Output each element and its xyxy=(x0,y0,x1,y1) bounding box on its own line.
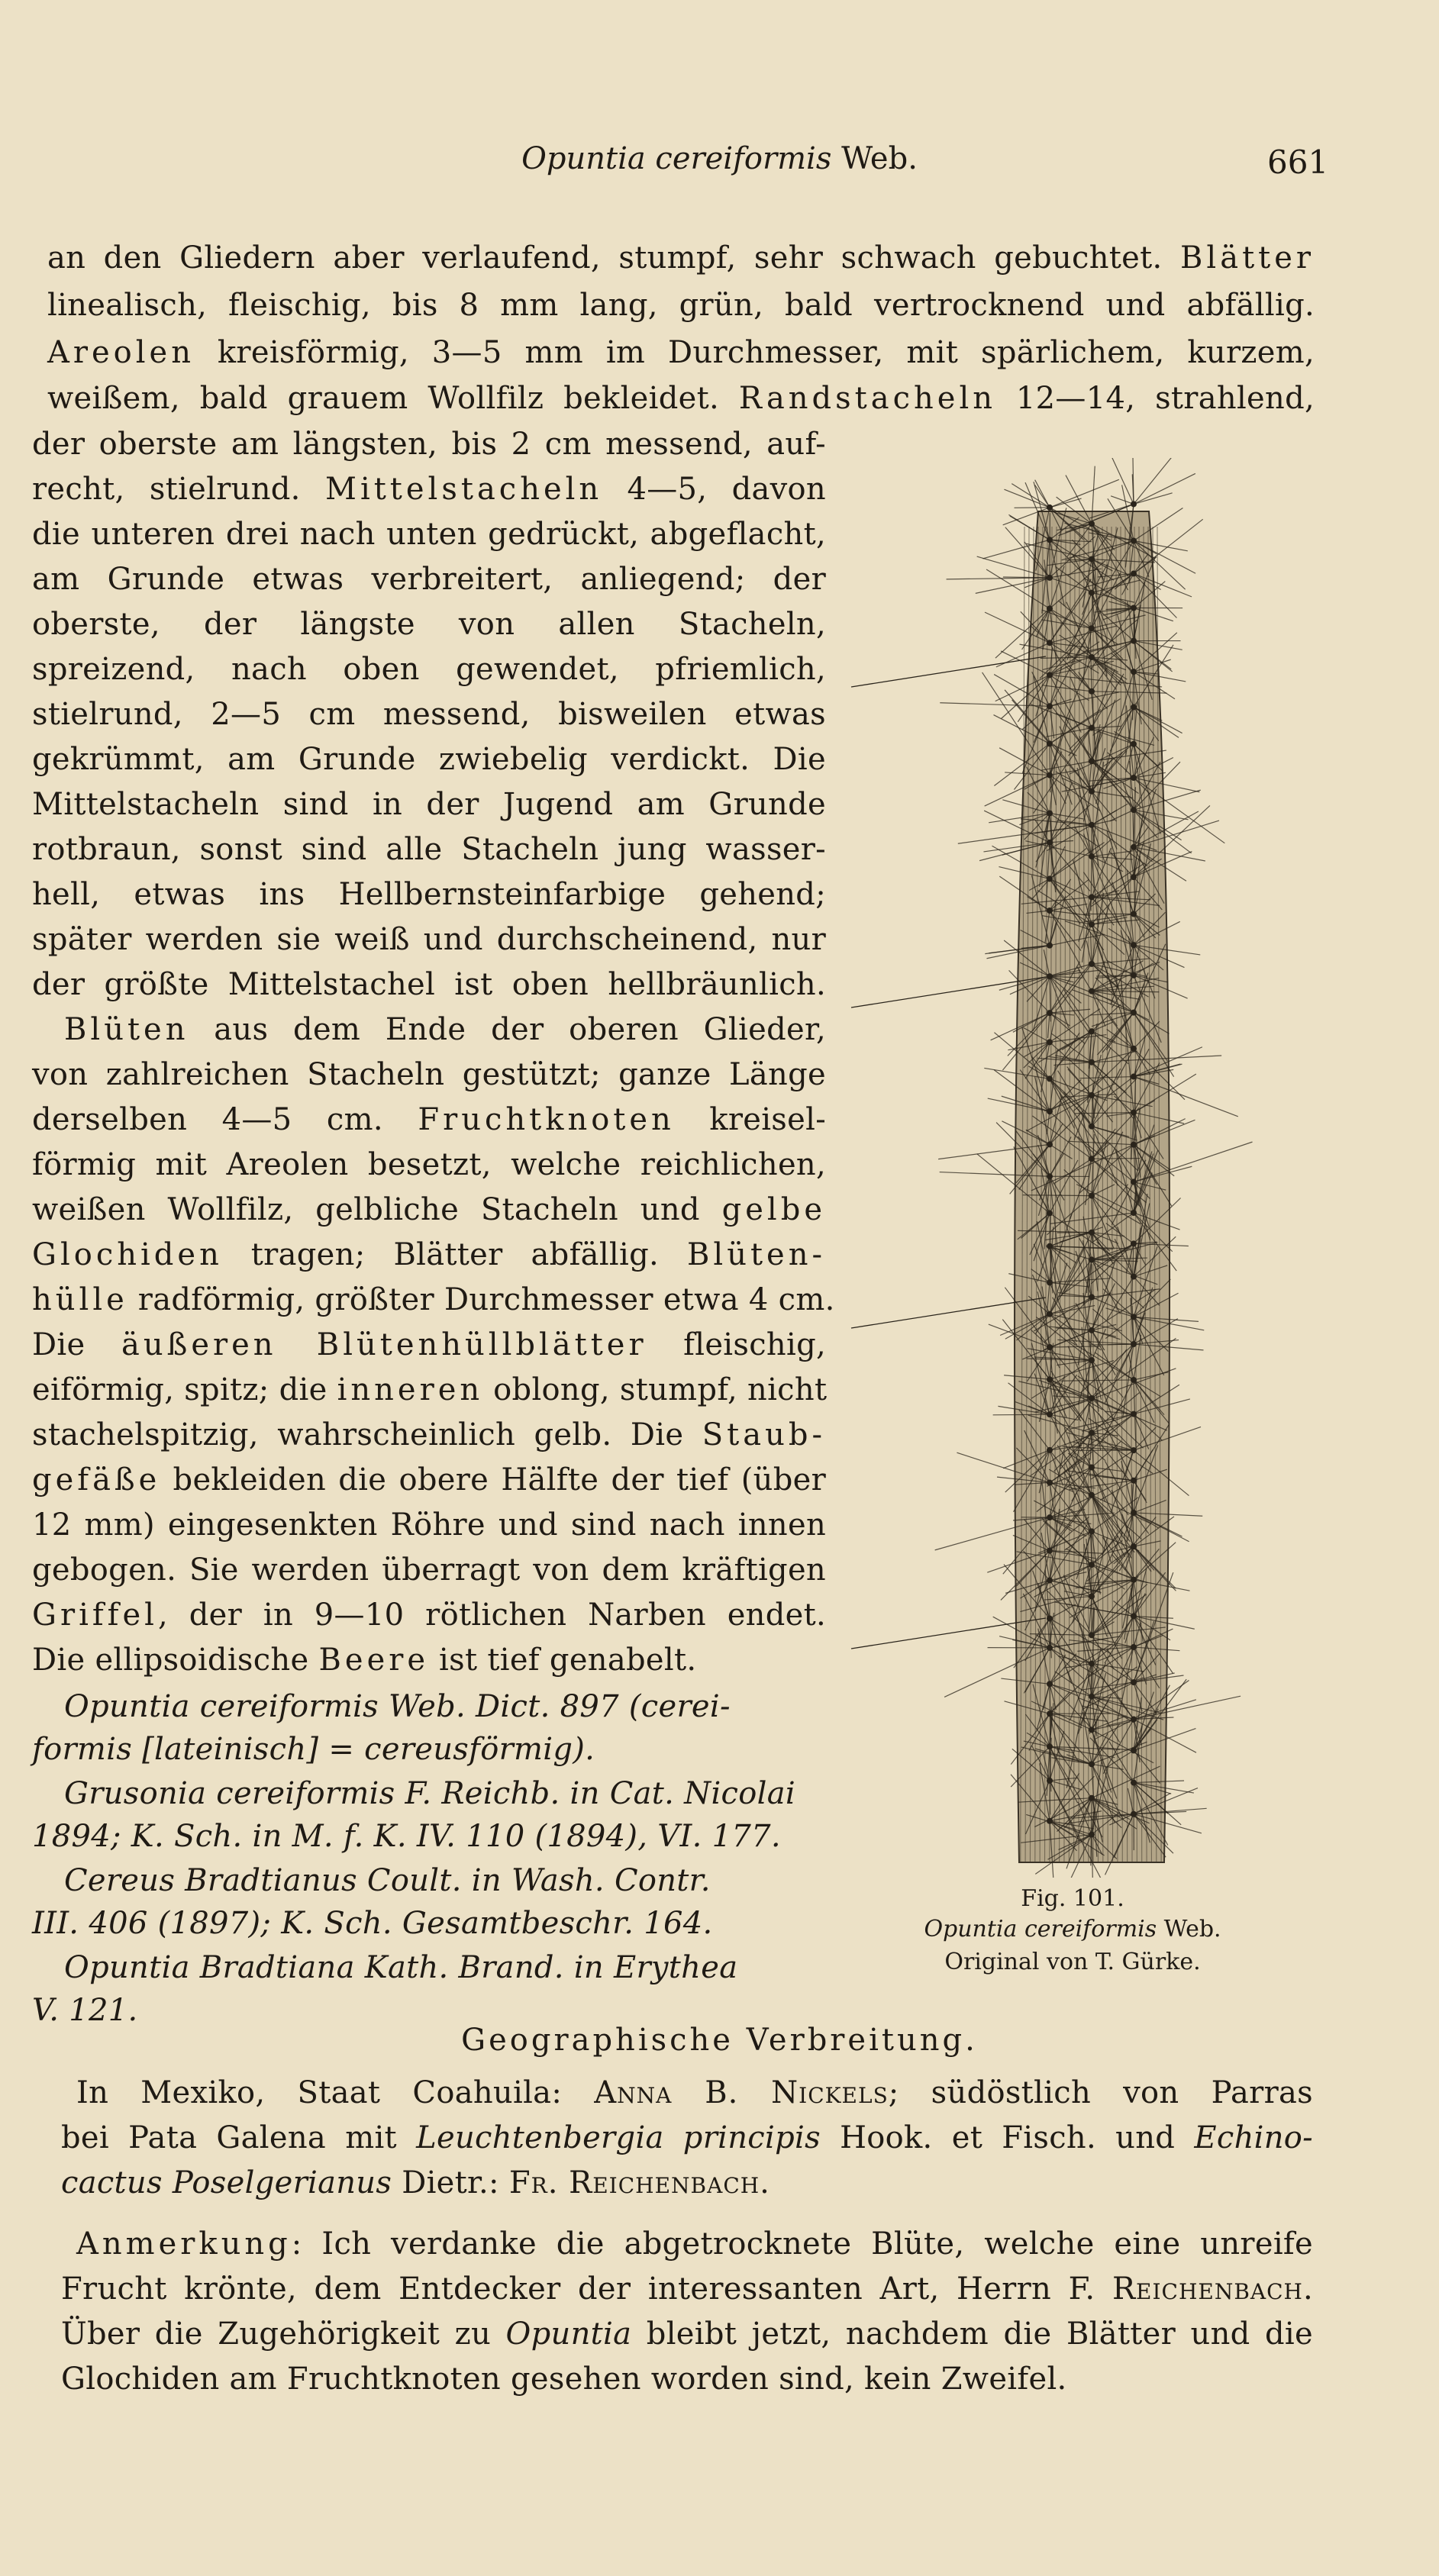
citation-line: Cereus Bradtianus Coult. in Wash. Contr. xyxy=(64,1863,711,1898)
text-line: gefäße bekleiden die obere Hälfte der tief (über xyxy=(32,1462,826,1498)
running-title-species: Opuntia cereiformis xyxy=(521,141,832,176)
text-line: oberste, der längste von allen Stacheln, xyxy=(32,607,826,642)
text-line: der größte Mittelstachel ist oben hellbräunlich. xyxy=(32,967,826,1002)
figure-credit: Original von T. Gürke. xyxy=(944,1949,1201,1975)
page-number: 661 xyxy=(1267,143,1329,181)
text-line: Frucht krönte, dem Entdecker der interessanten Art, Herrn F. Reichenbach. xyxy=(61,2271,1313,2307)
text-line: förmig mit Areolen besetzt, welche reichlichen, xyxy=(32,1147,826,1182)
figure-title: Opuntia cereiformis Web. xyxy=(924,1916,1221,1942)
text-line: weißen Wollfilz, gelbliche Stacheln und gelbe xyxy=(32,1192,826,1227)
text-line: eiförmig, spitz; die inneren oblong, stumpf, nicht xyxy=(32,1372,828,1407)
text-line: bei Pata Galena mit Leuchtenbergia principis Hook. et Fisch. und Echino- xyxy=(61,2120,1313,2155)
text-line: derselben 4—5 cm. Fruchtknoten kreisel- xyxy=(32,1102,827,1137)
text-line: spreizend, nach oben gewendet, pfriemlich, xyxy=(32,652,826,687)
text-line: gekrümmt, am Grunde zwiebelig verdickt. Die xyxy=(32,742,826,777)
text-line: linealisch, fleischig, bis 8 mm lang, grün, bald vertrocknend und abfällig. xyxy=(47,288,1315,323)
text-line: Die äußeren Blütenhüllblätter fleischig, xyxy=(32,1327,827,1362)
text-line: gebogen. Sie werden überragt von dem kräftigen xyxy=(32,1552,826,1588)
text-line: Glochiden am Fruchtknoten gesehen worden sind, kein Zweifel. xyxy=(61,2362,1067,2397)
citation-line: 1894; K. Sch. in M. f. K. IV. 110 (1894), VI. 177. xyxy=(32,1819,781,1854)
text-line: Anmerkung: Ich verdanke die abgetrocknete Blüte, welche eine unreife xyxy=(76,2226,1313,2262)
text-line: Blüten aus dem Ende der oberen Glieder, xyxy=(64,1012,826,1047)
text-line: Über die Zugehörigkeit zu Opuntia bleibt jetzt, nachdem die Blätter und die xyxy=(61,2316,1313,2352)
text-line: stachelspitzig, wahrscheinlich gelb. Die Staub- xyxy=(32,1417,826,1452)
text-line: Griffel, der in 9—10 rötlichen Narben endet. xyxy=(32,1598,826,1633)
text-line: rotbraun, sonst sind alle Stacheln jung wasser- xyxy=(32,832,826,867)
text-line: Die ellipsoidische Beere ist tief genabelt. xyxy=(32,1643,697,1678)
citation-line: Opuntia cereiformis Web. Dict. 897 (cerei- xyxy=(64,1689,731,1724)
section-heading: Geographische Verbreitung. xyxy=(461,2023,978,2058)
text-line: am Grunde etwas verbreitert, anliegend; der xyxy=(32,562,826,597)
text-line: hell, etwas ins Hellbernsteinfarbige gehend; xyxy=(32,877,826,912)
figure-number: Fig. 101. xyxy=(1021,1885,1124,1912)
text-line: später werden sie weiß und durchscheinend, nur xyxy=(32,922,826,957)
citation-line: Opuntia Bradtiana Kath. Brand. in Erythea xyxy=(64,1950,738,1985)
text-line: Mittelstacheln sind in der Jugend am Grunde xyxy=(32,787,826,822)
citation-line: III. 406 (1897); K. Sch. Gesamtbeschr. 164. xyxy=(32,1906,713,1941)
text-line: von zahlreichen Stacheln gestützt; ganze Länge xyxy=(32,1057,826,1092)
citation-line: formis [lateinisch] = cereusförmig). xyxy=(32,1732,595,1767)
text-line: stielrund, 2—5 cm messend, bisweilen etwas xyxy=(32,697,826,732)
citation-line: V. 121. xyxy=(32,1993,138,2028)
text-line: recht, stielrund. Mittelstacheln 4—5, davon xyxy=(32,472,826,507)
citation-line: Grusonia cereiformis F. Reichb. in Cat. Nicolai xyxy=(64,1776,795,1811)
text-line: weißem, bald grauem Wollfilz bekleidet. Randstacheln 12—14, strahlend, xyxy=(47,381,1315,416)
running-title-author: Web. xyxy=(831,141,918,176)
text-line: der oberste am längsten, bis 2 cm messend, auf- xyxy=(32,427,826,462)
text-line: hülle radförmig, größter Durchmesser etwa 4 cm. xyxy=(32,1282,835,1317)
text-line: 12 mm) eingesenkten Röhre und sind nach innen xyxy=(32,1507,826,1543)
running-title xyxy=(0,141,1439,176)
text-line: In Mexiko, Staat Coahuila: Anna B. Nickels; südöstlich von Parras xyxy=(76,2075,1314,2110)
cactus-illustration xyxy=(847,458,1298,1878)
text-line: Glochiden tragen; Blätter abfällig. Blüten- xyxy=(32,1237,826,1272)
text-line: cactus Poselgerianus Dietr.: Fr. Reichenbach. xyxy=(61,2165,770,2200)
text-line: die unteren drei nach unten gedrückt, abgeflacht, xyxy=(32,517,826,552)
text-line: an den Gliedern aber verlaufend, stumpf, sehr schwach gebuchtet. Blätter xyxy=(47,240,1315,276)
text-line: Areolen kreisförmig, 3—5 mm im Durchmesser, mit spärlichem, kurzem, xyxy=(47,335,1315,370)
